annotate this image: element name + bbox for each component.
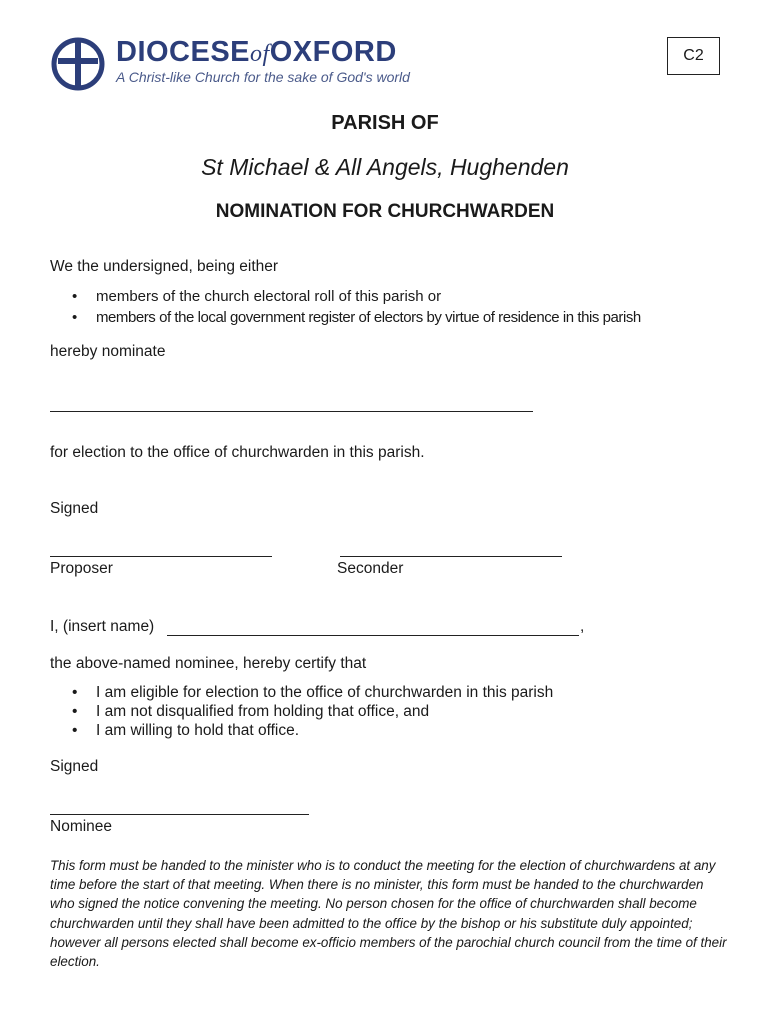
nominee-name-line[interactable] [50, 411, 533, 412]
election-text: for election to the office of churchwarden in this parish. [50, 444, 425, 461]
signed-label: Signed [50, 500, 99, 517]
form-code-box [667, 37, 720, 75]
form-code: C2 [683, 47, 704, 64]
nominee-label: Nominee [50, 818, 113, 835]
form-title: NOMINATION FOR CHURCHWARDEN [215, 201, 555, 222]
nominee-signature-line[interactable] [50, 814, 309, 815]
insert-name-label: I, (insert name) [50, 618, 155, 635]
certify-list [50, 684, 553, 741]
proposer-label: Proposer [50, 560, 113, 577]
footer-note: This form must be handed to the minister who is to conduct the meeting for the election of churchwardens at any time before the start of that meeting. When there is no minister, this form must be handed to the churchwarden who signed the notice convening the meeting. No person chosen for the office of churchwarden shall become churchwarden until they shall have been admitted to the office by the bishop or his substitute duly appointed; however all persons elected shall become ex-officio members of the parochial church council from the time of their election. [50, 858, 727, 970]
intro-text: We the undersigned, being either [50, 258, 279, 275]
eligibility-list [50, 288, 641, 330]
certify-item: • I am willing to hold that office. [50, 722, 553, 741]
seconder-label: Seconder [337, 560, 404, 577]
diocese-logo-icon [50, 36, 106, 92]
logo-title: DIOCESEofOXFORD [116, 36, 397, 68]
certify-item: • I am eligible for election to the office of churchwarden in this parish [50, 684, 553, 703]
parish-heading: PARISH OF [331, 112, 439, 134]
certify-item: • I am not disqualified from holding that office, and [50, 703, 553, 722]
logo-tagline: A Christ-like Church for the sake of God's world [116, 69, 410, 85]
proposer-signature-line[interactable] [50, 556, 272, 557]
insert-name-line[interactable] [167, 635, 579, 636]
nominate-text: hereby nominate [50, 343, 166, 360]
certify-text: the above-named nominee, hereby certify that [50, 655, 367, 672]
signed-label: Signed [50, 758, 99, 775]
insert-name-comma: , [580, 618, 585, 635]
eligibility-item: • members of the local government register of electors by virtue of residence in this parish [50, 309, 641, 330]
eligibility-item: • members of the church electoral roll of this parish or [50, 288, 641, 309]
seconder-signature-line[interactable] [340, 556, 562, 557]
parish-name: St Michael & All Angels, Hughenden [201, 154, 569, 180]
